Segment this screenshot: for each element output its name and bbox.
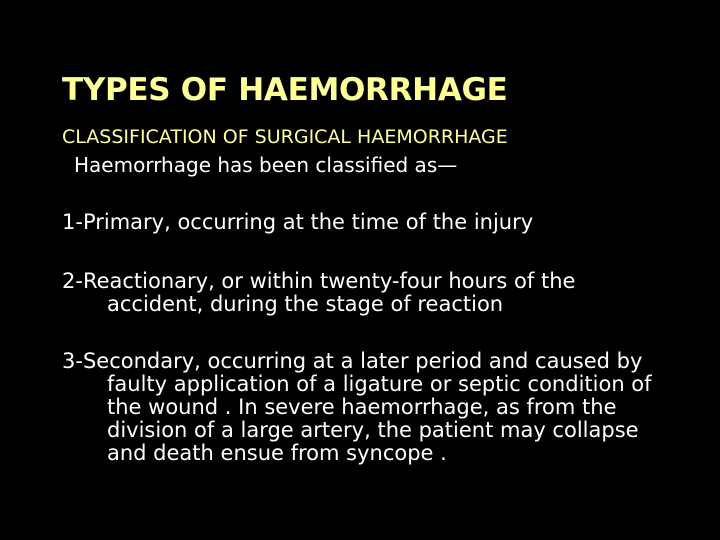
list-item-reactionary: 2-Reactionary, or within twenty-four hours of the accident, during the stage of reaction <box>62 269 576 316</box>
slide-title: TYPES OF HAEMORRHAGE <box>62 72 508 108</box>
list-item-secondary: 3-Secondary, occurring at a later period and caused by faulty application of a ligature or septic condition of the wound . In severe haemorrhage, as from the division of a large artery, the patient may collapse and death ensue from syncope . <box>62 349 652 465</box>
list-item-primary: 1-Primary, occurring at the time of the injury <box>62 210 534 234</box>
classification-heading: CLASSIFICATION OF SURGICAL HAEMORRHAGE <box>62 126 508 148</box>
intro-text: Haemorrhage has been classified as— <box>74 153 458 177</box>
